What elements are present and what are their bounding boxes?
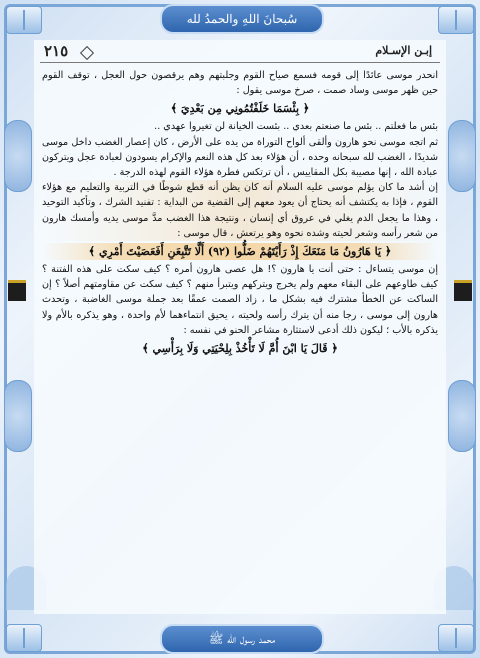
book-page <box>34 40 446 614</box>
calligraphy-medallion-icon <box>448 380 476 452</box>
header-ornament-icon <box>80 46 94 60</box>
book-title: إبـن الإسـلام <box>375 44 432 57</box>
book-ornament-icon <box>438 624 474 652</box>
kaaba-icon <box>8 280 26 301</box>
quran-verse: ﴿ يَا هَارُونُ مَا مَنَعَكَ إِذْ رَأَيْتَهُمْ ضَلُّوا (٩٢) أَلَّا تَتَّبِعَنِ أَفَعَصَيْتَ أَمْرِي ﴾ <box>42 243 438 260</box>
quran-verse: ﴿ بِئْسَمَا خَلَفْتُمُونِي مِن بَعْدِيَ ﴾ <box>170 102 310 116</box>
paragraph: انحدر موسى عائدًا إلى قومه فسمع صياح القوم وجلبتهم وهم يرقصون حول العجل ، توقف القوم حين ظهر موسى وساد صمت ، صرخ موسى يقول : <box>42 70 438 97</box>
top-calligraphy-banner: سُبحانَ اللهِ والحمدُ لله <box>160 4 324 34</box>
bottom-calligraphy-banner: محمد رسول الله ﷺ <box>160 624 324 654</box>
book-ornament-icon <box>6 624 42 652</box>
book-ornament-icon <box>438 6 474 34</box>
book-ornament-icon <box>6 6 42 34</box>
calligraphy-medallion-icon <box>4 380 32 452</box>
paragraph: بئس ما فعلتم .. بئس ما صنعتم بعدي .. بئست الخيانة لن تغيروا عهدي .. <box>154 121 438 133</box>
paragraph: إن موسى يتساءل : حتى أنت يا هارون ؟! هل عصى هارون أمره ؟ كيف سكت على هذه الفتنة ؟ كيف طاوعهم على البقاء معهم ولم يخرج ويتركهم ويتبرأ منهم ؟ كيف سكت عن مقاومتهم أصلاً ؟ إن الساكت عن الخطأ مشترك فيه بشكل ما ، زاد الصمت عمقًا بعد جملة موسى الغاضبة ، وتحدث هارون إلى موسى ، رجا منه أن يترك رأسه ولحيته ، يحيق انتماءهما لأم واحدة ، وهو يذكره بالأم ولا يذكره بالأب ؛ ليكون ذلك أدعى لاستثارة مشاعر الحنو في نفسه : <box>42 264 438 336</box>
calligraphy-medallion-icon <box>4 120 32 192</box>
paragraph: إن أشد ما كان يؤلم موسى عليه السلام أنه كان يظن أنه قطع شوطًا في التربية والتعليم مع هؤلاء القوم ، فإذا به يكتشف أنه يحتاج أن يعود معهم إلى القضية من البداية : تفنيد الشرك ، وتأكيد التوحيد ، وهذا ما يجعل الدم يغلي في عروق أي إنسان ، ونتيجة هذا الغضب مدَّ موسى يديه وأمسك هارون من شعر رأسه وشعر لحيته وشده نحوه وهو يرتعش ، قال موسى : <box>42 180 438 241</box>
kaaba-icon <box>454 280 472 301</box>
page-body <box>42 68 438 359</box>
quran-verse: ﴿ قَالَ يَا ابْنَ أُمَّ لَا تَأْخُذْ بِلِحْيَتِي وَلَا بِرَأْسِي ﴾ <box>142 342 338 356</box>
page-header <box>40 42 440 63</box>
calligraphy-medallion-icon <box>448 120 476 192</box>
paragraph: ثم اتجه موسى نحو هارون وألقى ألواح التوراة من يده على الأرض ، كان إعصار الغضب داخل موسى شديدًا ، الغضب لله سبحانه وحده ، أن هؤلاء بعد كل هذه النعم والإكرام يسودون لعبادة عجل ويتركون عبادة الله ، إنها مصيبة بكل المقاييس ، أن ترتكس فطرة هؤلاء القوم لهذه الدرجة . <box>42 136 438 179</box>
page-number: ٢١٥ <box>44 42 69 60</box>
